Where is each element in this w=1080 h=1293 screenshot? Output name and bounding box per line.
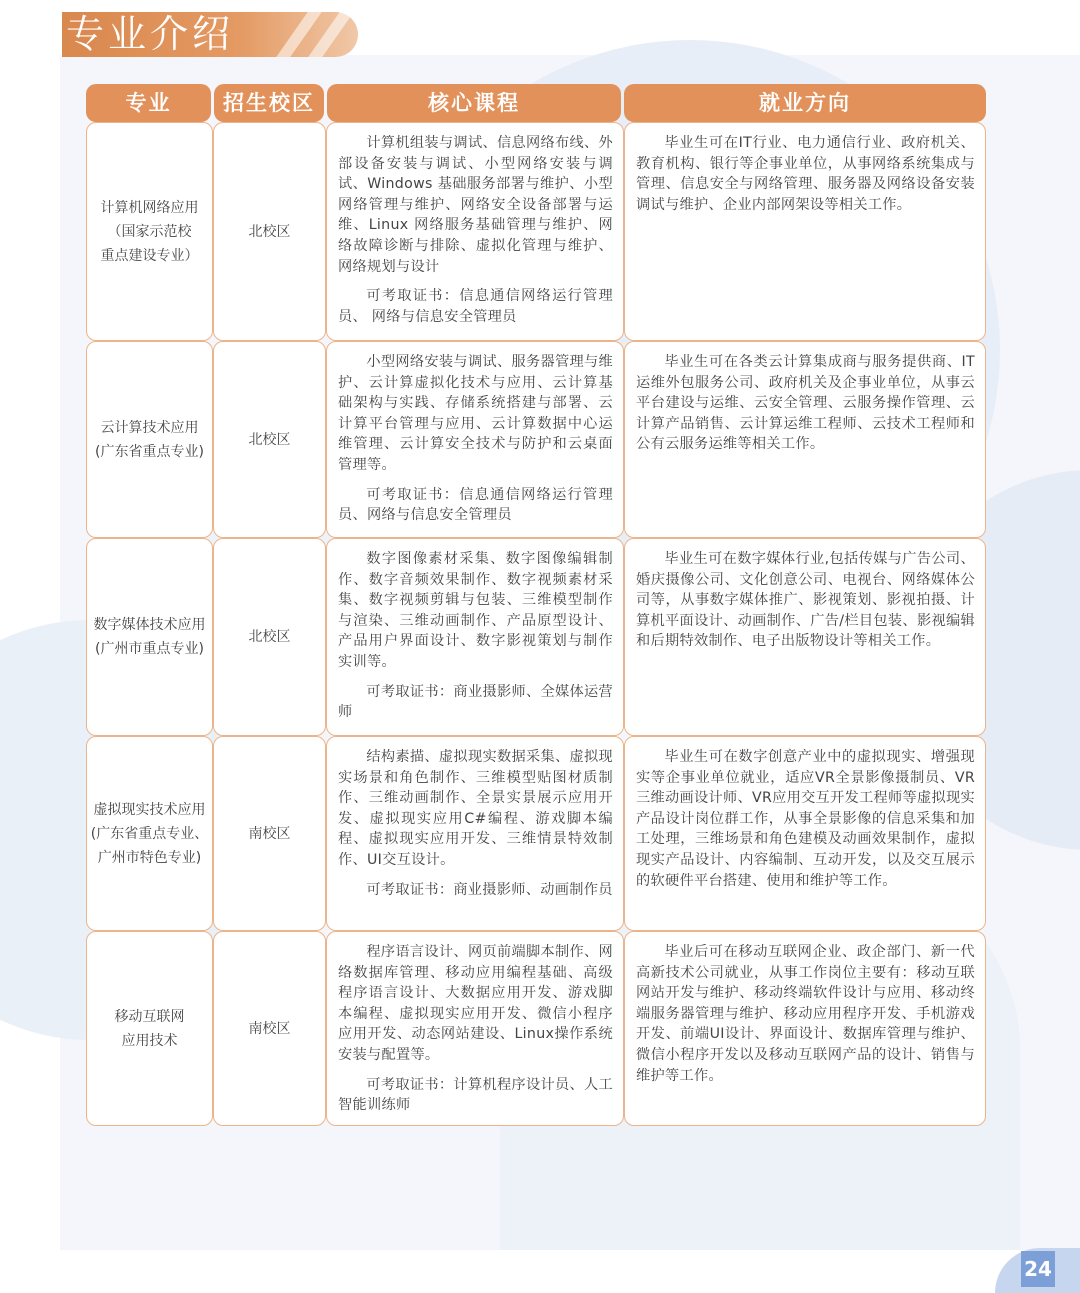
courses-text: 数字图像素材采集、数字图像编辑制作、数字音频效果制作、数字视频素材采集、数字视频剪辑与包装、三维模型制作与渲染、三维动画制作、产品原型设计、产品用户界面设计、数字影视策划与制作实训等。 bbox=[338, 551, 613, 670]
table-row-4-campus: 南校区 bbox=[213, 736, 326, 931]
major-name-line: 重点建设专业） bbox=[100, 247, 199, 264]
major-name-line: 云计算技术应用 bbox=[100, 419, 199, 436]
major-name-line: 应用技术 bbox=[121, 1032, 178, 1049]
major-name-line: (广东省重点专业、 bbox=[90, 825, 209, 842]
major-name-line: 移动互联网 bbox=[114, 1008, 185, 1025]
page-number-badge bbox=[995, 1248, 1080, 1293]
table-row-3-major bbox=[86, 538, 213, 736]
major-name-line: (广州市重点专业) bbox=[95, 641, 204, 657]
header-courses: 核心课程 bbox=[327, 84, 621, 122]
table-row-5-courses bbox=[326, 931, 624, 1126]
table-row-2-campus: 北校区 bbox=[213, 341, 326, 538]
career-text: 毕业生可在各类云计算集成商与服务提供商、IT运维外包服务公司、政府机关及企事业单位，从事云平台建设与运维、云安全管理、云服务操作管理、云计算产品销售、云计算运维工程师、云技术工程师和公有云服务运维等相关工作。 bbox=[636, 354, 975, 453]
major-name-line: 虚拟现实技术应用 bbox=[93, 801, 206, 818]
courses-text: 计算机组装与调试、信息网络布线、外部设备安装与调试、小型网络安装与调试、Windows 基础服务部署与维护、小型网络管理与维护、网络安全设备部署与运维、Linux 网络服务基础管理与维护、网络故障诊断与排除、虚拟化管理与维护、网络规划与设计 bbox=[338, 135, 613, 275]
cert-text: 可考取证书：信息通信网络运行管理员、 网络与信息安全管理员 bbox=[338, 288, 613, 325]
table-row-1-career bbox=[624, 122, 986, 341]
courses-text: 小型网络安装与调试、服务器管理与维护、云计算虚拟化技术与应用、云计算基础架构与实践、存储系统搭建与部署、云计算平台管理与应用、云计算数据中心运维管理、云计算安全技术与防护和云桌面管理等。 bbox=[338, 354, 613, 473]
major-name-line: （国家示范校 bbox=[107, 223, 192, 240]
career-text: 毕业后可在移动互联网企业、政企部门、新一代高新技术公司就业，从事工作岗位主要有：移动互联网站开发与维护、移动终端软件设计与应用、移动终端服务器管理与维护、移动应用程序开发、手机游戏开发、前端UI设计、界面设计、数据库管理与维护、微信小程序开发以及移动互联网产品的设计、销售与维护等工作。 bbox=[636, 944, 975, 1084]
page-title: 专业介绍 bbox=[66, 12, 235, 56]
table-row-2-major bbox=[86, 341, 213, 538]
courses-text: 结构素描、虚拟现实数据采集、虚拟现实场景和角色制作、三维模型贴图材质制作、三维动画制作、全景实景展示应用开发、虚拟现实应用C#编程、游戏脚本编程、虚拟现实应用开发、三维情景特效制作、UI交互设计。 bbox=[338, 749, 613, 868]
table-row-3-courses bbox=[326, 538, 624, 736]
major-name-line: (广东省重点专业) bbox=[95, 443, 204, 460]
cert-text: 可考取证书：商业摄影师、全媒体运营师 bbox=[338, 683, 613, 721]
cert-text: 可考取证书：信息通信网络运行管理员、网络与信息安全管理员 bbox=[338, 486, 613, 524]
table-row-4-career bbox=[624, 736, 986, 931]
table-row-1-major bbox=[86, 122, 213, 341]
page-number: 24 bbox=[1021, 1251, 1055, 1287]
table-row-2-career bbox=[624, 341, 986, 538]
table-row-3-career bbox=[624, 538, 986, 736]
header-campus: 招生校区 bbox=[214, 84, 324, 122]
career-text: 毕业生可在数字媒体行业,包括传媒与广告公司、婚庆摄像公司、文化创意公司、电视台、网络媒体公司等，从事数字媒体推广、影视策划、影视拍摄、计算机平面设计、动画制作、广告/栏目包装、影视编辑和后期特效制作、电子出版物设计等相关工作。 bbox=[636, 551, 975, 650]
table-row-5-career bbox=[624, 931, 986, 1126]
table-row-5-campus: 南校区 bbox=[213, 931, 326, 1126]
major-name-line: 数字媒体技术应用 bbox=[93, 617, 206, 633]
header-career: 就业方向 bbox=[624, 84, 986, 122]
table-row-4-courses bbox=[326, 736, 624, 931]
courses-text: 程序语言设计、网页前端脚本制作、网络数据库管理、移动应用编程基础、高级程序语言设计、大数据应用开发、游戏脚本编程、虚拟现实应用开发、微信小程序应用开发、动态网站建设、Linux操作系统安装与配置等。 bbox=[338, 944, 613, 1063]
cert-text: 可考取证书：计算机程序设计员、人工智能训练师 bbox=[338, 1076, 613, 1114]
major-name-line: 计算机网络应用 bbox=[100, 199, 199, 216]
table-row-1-campus: 北校区 bbox=[213, 122, 326, 341]
header-major: 专业 bbox=[86, 84, 211, 122]
table-row-5-major bbox=[86, 931, 213, 1126]
table-row-3-campus: 北校区 bbox=[213, 538, 326, 736]
table-row-1-courses bbox=[326, 122, 624, 341]
table-row-2-courses bbox=[326, 341, 624, 538]
career-text: 毕业生可在IT行业、电力通信行业、政府机关、教育机构、银行等企事业单位，从事网络系统集成与管理、信息安全与网络管理、服务器及网络设备安装调试与维护、企业内部网架设等相关工作。 bbox=[636, 135, 975, 213]
table-row-4-major bbox=[86, 736, 213, 931]
career-text: 毕业生可在数字创意产业中的虚拟现实、增强现实等企事业单位就业，适应VR全景影像摄制员、VR三维动画设计师、VR应用交互开发工程师等虚拟现实产品设计岗位群工作，从事全景影像的信息采集和加工处理，三维场景和角色建模及动画效果制作，虚拟现实产品设计、内容编制、互动开发，以及交互展示的软硬件平台搭建、使用和维护等工作。 bbox=[636, 749, 975, 889]
major-name-line: 广州市特色专业) bbox=[97, 849, 202, 866]
cert-text: 可考取证书：商业摄影师、动画制作员 bbox=[366, 881, 613, 898]
